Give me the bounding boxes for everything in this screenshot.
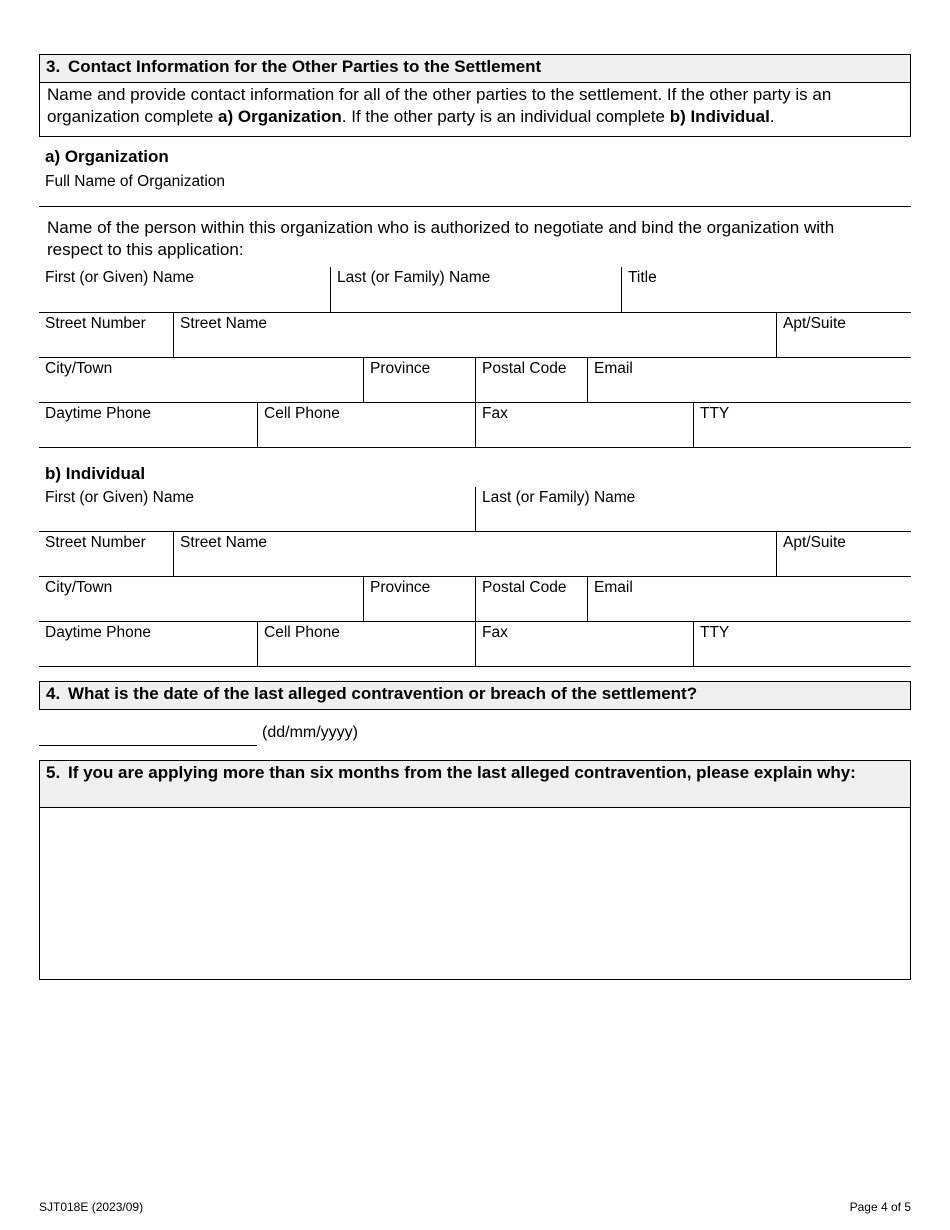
org-postal-code-field[interactable]: Postal Code — [475, 358, 587, 402]
ind-city-field[interactable]: City/Town — [45, 579, 113, 596]
individual-heading: b) Individual — [45, 464, 146, 483]
ind-fax-field[interactable]: Fax — [475, 622, 693, 666]
ind-email-field[interactable]: Email — [587, 577, 911, 621]
org-street-name-field[interactable]: Street Name — [173, 313, 776, 357]
section-5-number: 5. — [46, 763, 61, 782]
form-page — [39, 54, 911, 980]
ind-street-number-field[interactable]: Street Number — [45, 534, 146, 551]
ind-postal-code-field[interactable]: Postal Code — [475, 577, 587, 621]
section-5-title: If you are applying more than six months from the last alleged contravention, please explain why: — [68, 763, 856, 782]
section-3-number: 3. — [46, 57, 61, 76]
org-street-number-field[interactable]: Street Number — [45, 315, 146, 332]
org-tty-field[interactable]: TTY — [693, 403, 911, 447]
org-fax-field[interactable]: Fax — [475, 403, 693, 447]
org-daytime-phone-field[interactable]: Daytime Phone — [45, 405, 151, 422]
org-city-field[interactable]: City/Town — [45, 360, 113, 377]
ind-cell-phone-field[interactable]: Cell Phone — [257, 622, 475, 666]
org-city-row — [39, 358, 911, 403]
page-number: Page 4 of 5 — [849, 1200, 911, 1214]
ind-phone-row — [39, 622, 911, 667]
ind-name-row — [39, 487, 911, 532]
org-province-field[interactable]: Province — [363, 358, 475, 402]
section-5-header — [39, 760, 911, 808]
org-title-field[interactable]: Title — [621, 267, 911, 313]
org-email-field[interactable]: Email — [587, 358, 911, 402]
ind-tty-field[interactable]: TTY — [693, 622, 911, 666]
section-3-title: Contact Information for the Other Parties to the Settlement — [68, 57, 542, 76]
org-phone-row — [39, 403, 911, 448]
ind-apt-suite-field[interactable]: Apt/Suite — [776, 532, 911, 576]
form-code: SJT018E (2023/09) — [39, 1200, 144, 1214]
org-first-name-field[interactable]: First (or Given) Name — [45, 269, 194, 286]
authorized-person-text: Name of the person within this organization who is authorized to negotiate and bind the organization with respect to this application: — [47, 218, 835, 259]
ind-province-field[interactable]: Province — [363, 577, 475, 621]
explanation-textarea[interactable] — [39, 808, 911, 980]
ind-city-row — [39, 577, 911, 622]
section-3-instructions: Name and provide contact information for all of the other parties to the settlement. If the other party is an organization complete a) Organization. If the other party is an individual complete b) Individual. — [39, 83, 911, 137]
date-row — [39, 722, 911, 746]
section-3-header — [39, 54, 911, 83]
org-last-name-field[interactable]: Last (or Family) Name — [330, 267, 621, 313]
org-apt-suite-field[interactable]: Apt/Suite — [776, 313, 911, 357]
ind-first-name-field[interactable]: First (or Given) Name — [45, 489, 194, 506]
date-format-hint: (dd/mm/yyyy) — [262, 724, 358, 741]
section-4-title: What is the date of the last alleged contravention or breach of the settlement? — [68, 684, 698, 703]
org-name-row — [39, 267, 911, 313]
org-address-row — [39, 313, 911, 358]
ind-daytime-phone-field[interactable]: Daytime Phone — [45, 624, 151, 641]
section-4-number: 4. — [46, 684, 61, 703]
organization-heading: a) Organization — [45, 147, 169, 166]
organization-full-name-field[interactable]: Full Name of Organization — [39, 169, 911, 207]
ind-last-name-field[interactable]: Last (or Family) Name — [475, 487, 911, 531]
ind-address-row — [39, 532, 911, 577]
section-4-header — [39, 681, 911, 710]
ind-street-name-field[interactable]: Street Name — [173, 532, 776, 576]
date-input-line[interactable] — [39, 722, 257, 746]
org-cell-phone-field[interactable]: Cell Phone — [257, 403, 475, 447]
